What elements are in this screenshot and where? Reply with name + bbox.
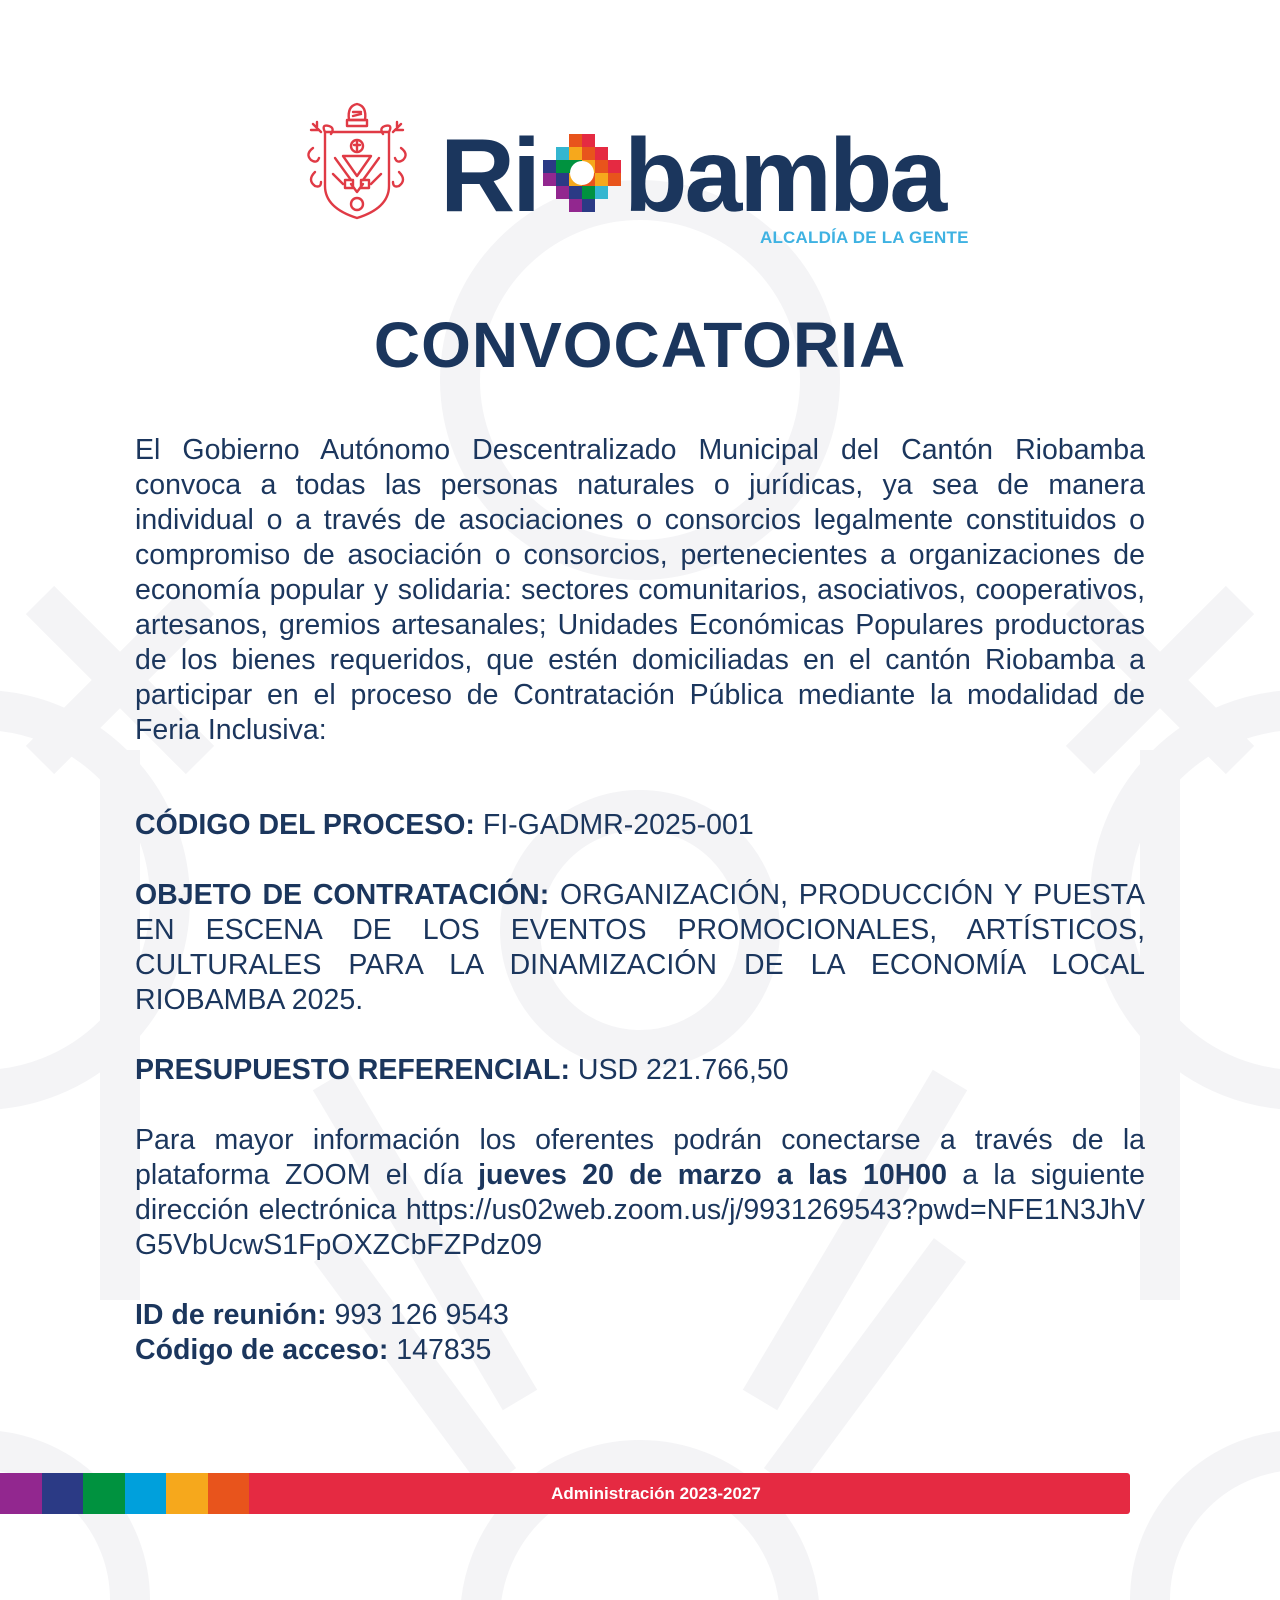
meeting-date: jueves 20 de marzo a las 10H00 <box>478 1159 947 1191</box>
contract-object <box>135 878 1145 1018</box>
zoom-link[interactable]: https://us02web.zoom.us/j/9931269543?pwd=NFE1N3JhVG5VbUcwS1FpOXZCbFZPdz09 <box>135 1194 1145 1261</box>
reference-budget <box>135 1053 1145 1088</box>
contract-object-value: ORGANIZACIÓN, PRODUCCIÓN Y PUESTA EN ESCENA DE LOS EVENTOS PROMOCIONALES, ARTÍSTICOS, CULTURALES PARA LA DINAMIZACIÓN DE LA ECONOMÍA LOCAL RIOBAMBA 2025. <box>135 879 1145 1016</box>
intro-paragraph: El Gobierno Autónomo Descentralizado Municipal del Cantón Riobamba convoca a todas las personas naturales o jurídicas, ya sea de manera individual o a través de asociaciones o consorcios legalmente constituidos o compromiso de asociación o consorcios, pertenecientes a organizaciones de economía popular y solidaria: sectores comunitarios, asociativos, cooperativos, artesanos, gremios artesanales; Unidades Económicas Populares productoras de los bienes requeridos, que estén domiciliadas en el cantón Riobamba a participar en el proceso de Contratación Pública mediante la modalidad de Feria Inclusiva: <box>135 434 1145 746</box>
chakana-icon <box>542 134 622 218</box>
meeting-id-value: 993 126 9543 <box>326 1299 509 1331</box>
process-code <box>135 808 1145 843</box>
process-code-label: CÓDIGO DEL PROCESO: <box>135 809 475 841</box>
access-code-value: 147835 <box>388 1334 492 1366</box>
info-text-post: a la siguiente dirección electrónica <box>135 1159 1145 1226</box>
brand-text-left: Ri <box>440 118 538 234</box>
coat-of-arms-icon <box>303 98 411 222</box>
access-code-label: Código de acceso: <box>135 1334 389 1366</box>
access-code-row <box>135 1333 1145 1368</box>
tagline: ALCALDÍA DE LA GENTE <box>760 228 969 247</box>
meeting-id-label: ID de reunión: <box>135 1299 327 1331</box>
administration-label: Administración 2023-2027 <box>551 1484 761 1503</box>
meeting-id-row <box>135 1298 1145 1333</box>
brand-text-right: bamba <box>624 118 945 234</box>
page-title: CONVOCATORIA <box>373 309 907 381</box>
administration-label-wrap <box>0 1473 1280 1514</box>
riobamba-wordmark <box>440 118 945 234</box>
meeting-info-paragraph <box>135 1123 1145 1263</box>
meeting-credentials <box>135 1298 1145 1368</box>
reference-budget-label: PRESUPUESTO REFERENCIAL: <box>135 1054 570 1086</box>
info-text-pre: Para mayor información los oferentes podrán conectarse a través de la plataforma ZOOM el día <box>135 1124 1145 1191</box>
process-code-value: FI-GADMR-2025-001 <box>474 809 754 841</box>
contract-object-label: OBJETO DE CONTRATACIÓN: <box>135 879 550 911</box>
reference-budget-value: USD 221.766,50 <box>569 1054 789 1086</box>
